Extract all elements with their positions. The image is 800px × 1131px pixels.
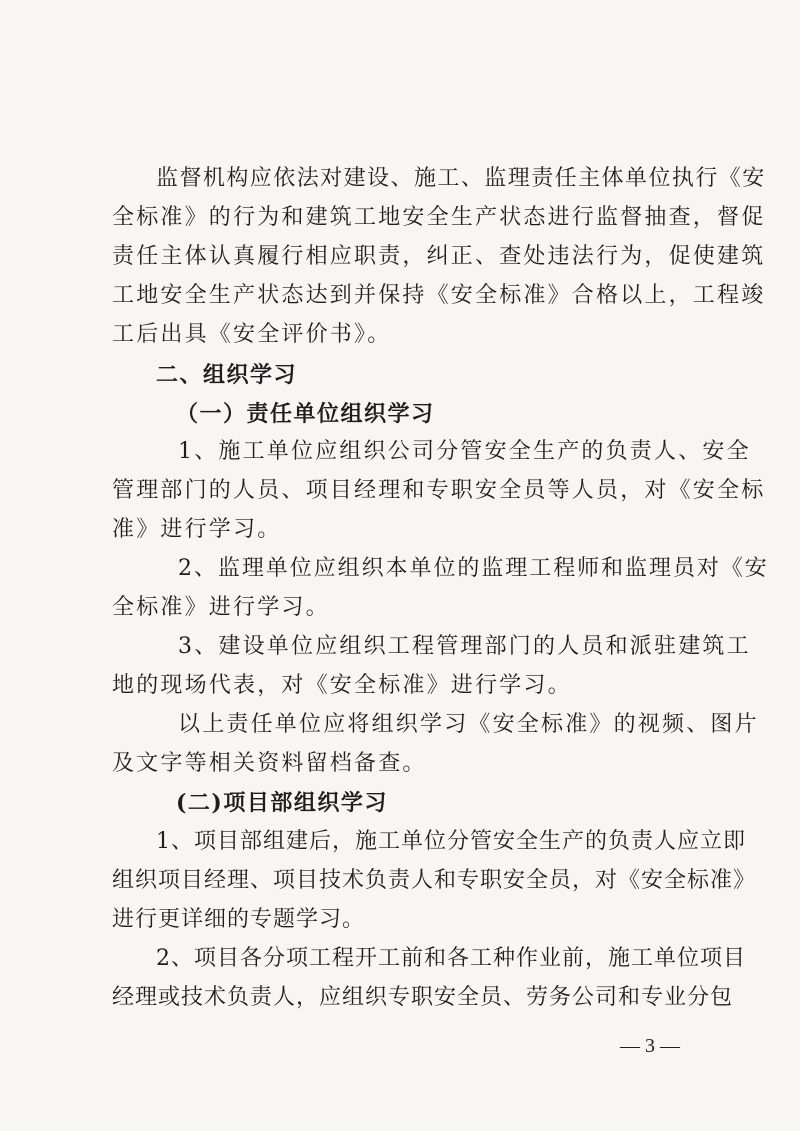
item-4-line-1: 1、项目部组建后，施工单位分管安全生产的负责人应立即	[156, 829, 746, 854]
subsection-heading-2: (二)项目部组织学习	[176, 790, 388, 816]
item-1-line-1: 1、施工单位应组织公司分管安全生产的负责人、安全	[178, 439, 751, 464]
item-5-line-2: 经理或技术负责人，应组织专职安全员、劳务公司和专业分包	[112, 985, 734, 1010]
item-4-line-2: 组织项目经理、项目技术负责人和专职安全员，对《安全标准》	[112, 868, 757, 893]
section-heading-2: 二、组织学习	[156, 362, 298, 388]
item-1-line-2: 管理部门的人员、项目经理和专职安全员等人员，对《安全标	[112, 478, 766, 503]
item-5-line-1: 2、项目各分项工程开工前和各工种作业前，施工单位项目	[156, 946, 746, 971]
subsection-heading-1: （一）责任单位组织学习	[176, 401, 435, 427]
item-3-line-1: 3、建设单位应组织工程管理部门的人员和派驻建筑工	[178, 634, 751, 659]
paragraph-1-line-3: 责任主体认真履行相应职责，纠正、查处违法行为，促使建筑	[112, 244, 766, 269]
paragraph-1-line-5: 工后出具《安全评价书》。	[112, 322, 392, 347]
item-3-line-2: 地的现场代表，对《安全标准》进行学习。	[112, 673, 572, 698]
item-1-line-3: 准》进行学习。	[112, 517, 282, 542]
item-2-line-2: 全标准》进行学习。	[112, 595, 330, 620]
paragraph-1-line-1: 监督机构应依法对建设、施工、监理责任主体单位执行《安	[156, 166, 766, 191]
paragraph-1-line-4: 工地安全生产状态达到并保持《安全标准》合格以上，工程竣	[112, 283, 766, 308]
page-number: — 3 —	[620, 1035, 680, 1057]
item-2-line-1: 2、监理单位应组织本单位的监理工程师和监理员对《安	[178, 556, 769, 581]
paragraph-1-line-2: 全标准》的行为和建筑工地安全生产状态进行监督抽查，督促	[112, 205, 766, 230]
item-4-line-3: 进行更详细的专题学习。	[112, 907, 366, 932]
note-line-2: 及文字等相关资料留档备查。	[112, 751, 427, 776]
note-line-1: 以上责任单位应将组织学习《安全标准》的视频、图片	[178, 712, 759, 737]
